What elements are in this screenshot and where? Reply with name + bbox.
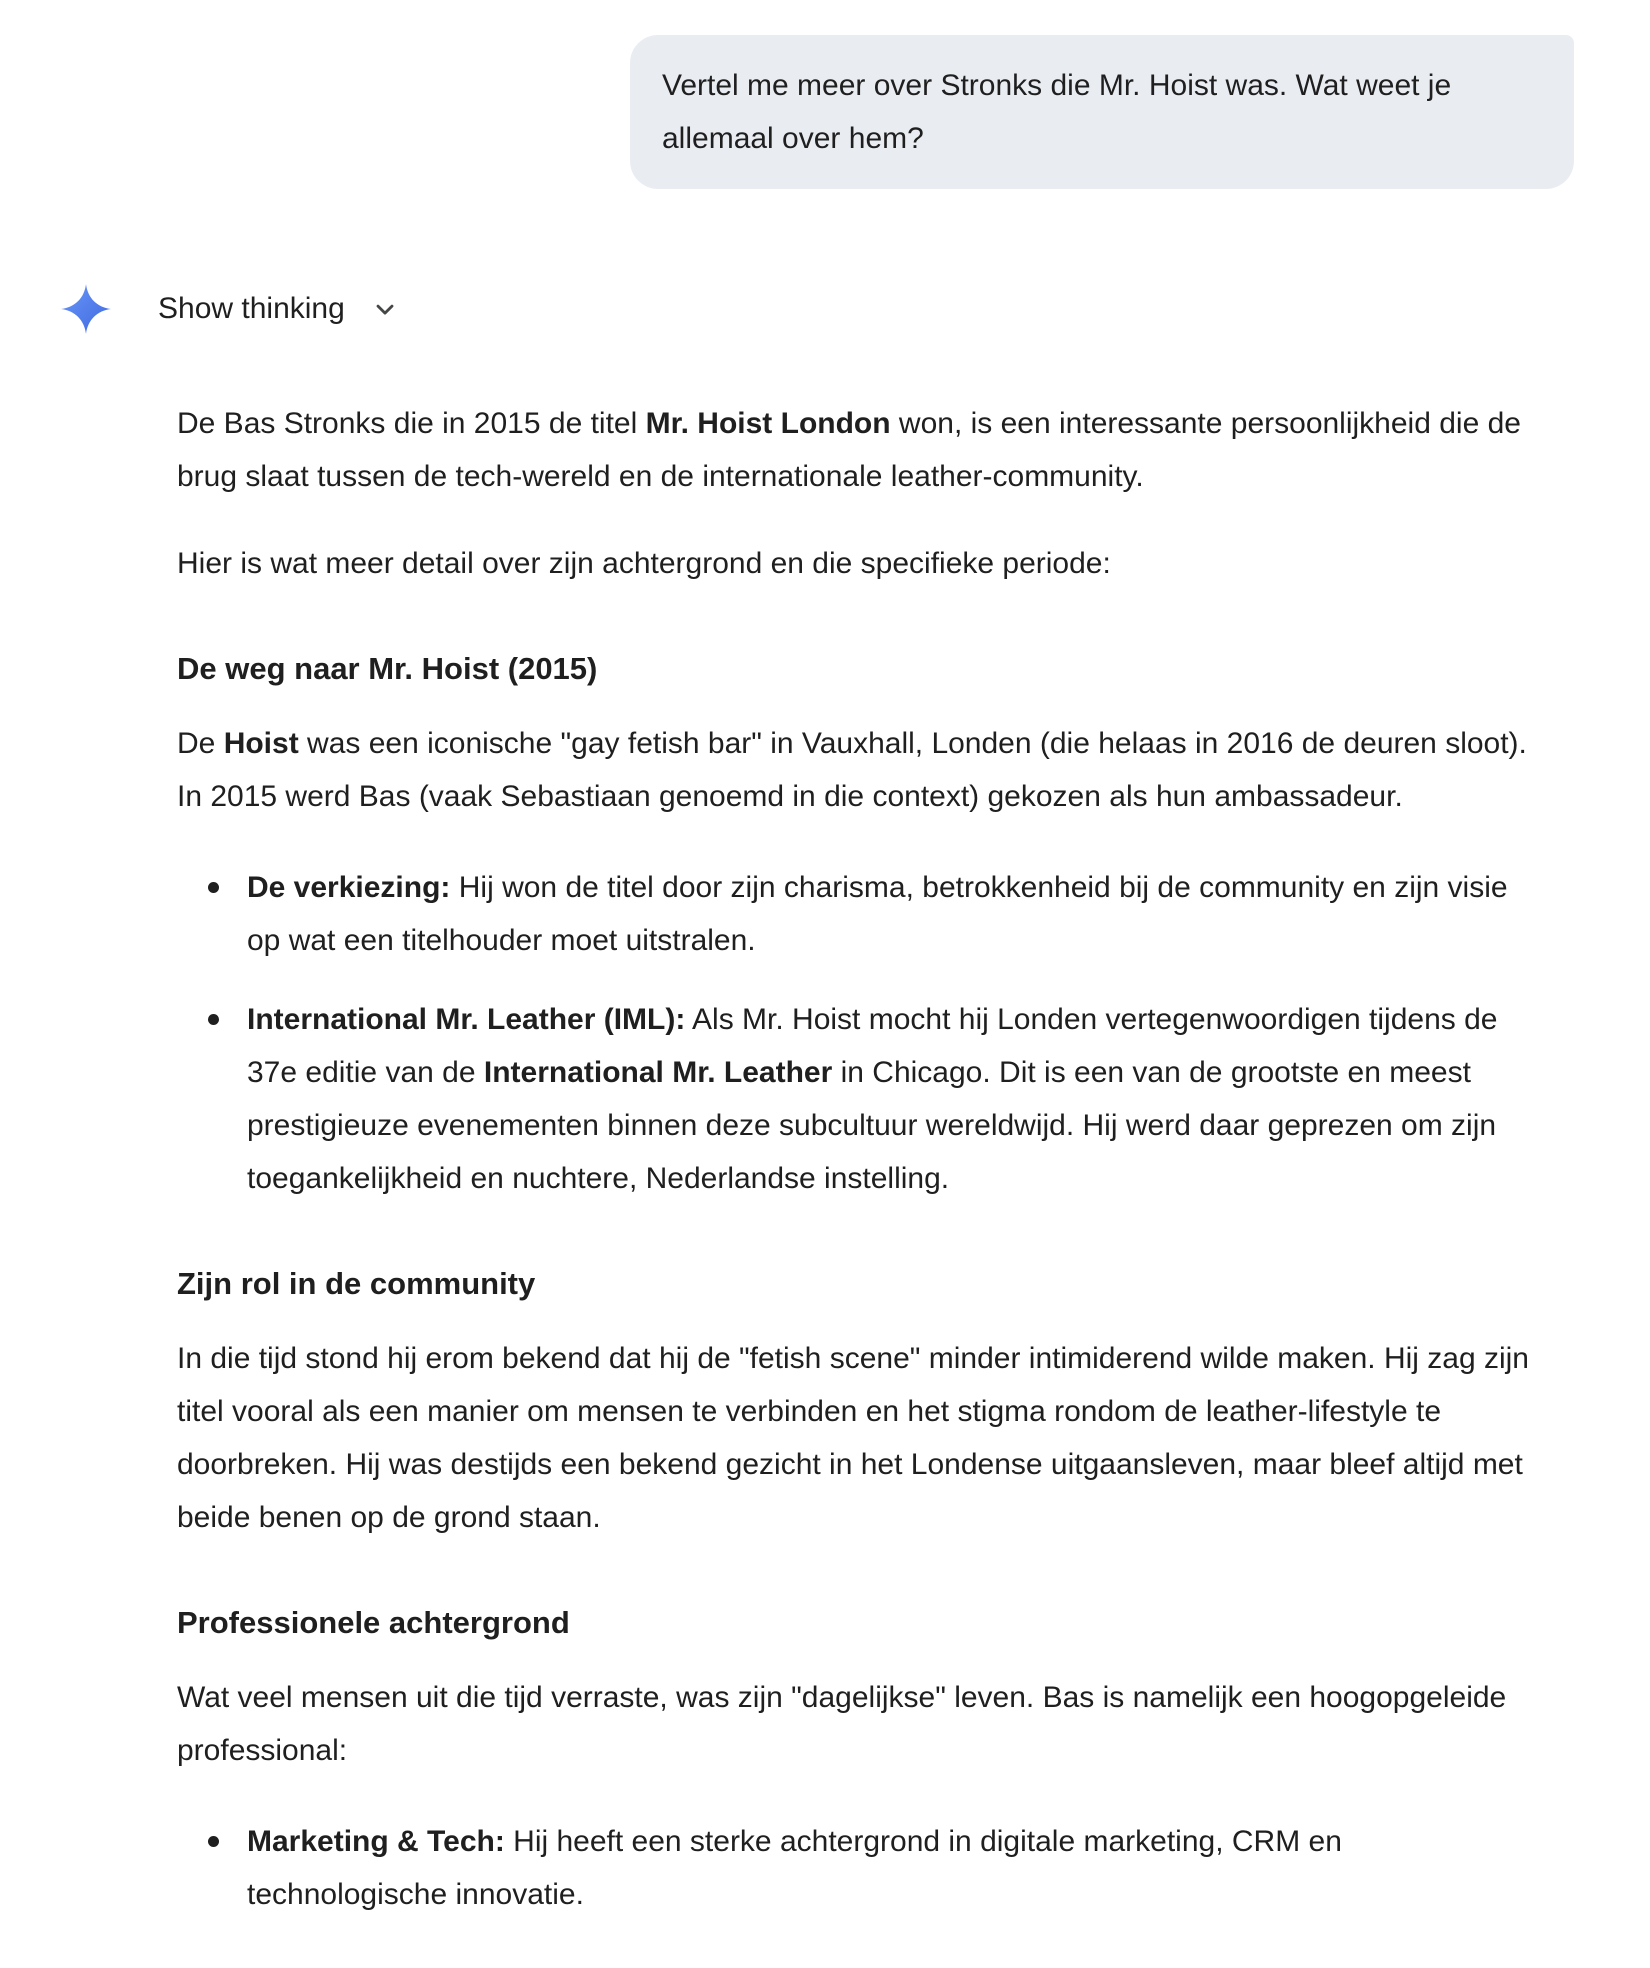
response-paragraph bbox=[177, 1671, 1547, 1777]
response-list-item bbox=[177, 993, 1547, 1205]
text: Hij won de titel door zijn charisma, betrokkenheid bij de community en zijn visie op wat een titelhouder moet uitstralen. bbox=[247, 871, 1508, 957]
text: Hier is wat meer detail over zijn achtergrond en die specifieke periode: bbox=[177, 547, 1111, 580]
response-heading: Professionele achtergrond bbox=[177, 1605, 570, 1640]
text: De bbox=[177, 727, 224, 760]
text: De Bas Stronks die in 2015 de titel bbox=[177, 407, 646, 440]
bold-text: International Mr. Leather bbox=[483, 1056, 833, 1089]
response-list-item bbox=[177, 1815, 1547, 1921]
user-message-bubble bbox=[630, 35, 1574, 189]
bold-text: International Mr. Leather (IML): bbox=[247, 1003, 686, 1036]
thinking-row bbox=[0, 282, 1650, 335]
response-paragraph bbox=[177, 537, 1547, 590]
text: in Chicago. Dit is een van de grootste en meest prestigieuze evenementen binnen deze subcultuur wereldwijd. Hij werd daar geprezen om zijn toegankelijkheid en nuchtere, Nederlandse instelling. bbox=[247, 1056, 1497, 1195]
show-thinking-label: Show thinking bbox=[158, 292, 345, 325]
user-message-row bbox=[0, 0, 1650, 189]
response-list bbox=[177, 861, 1547, 1205]
chevron-down-icon bbox=[371, 295, 399, 323]
response-list-item bbox=[177, 861, 1547, 967]
response-heading: De weg naar Mr. Hoist (2015) bbox=[177, 651, 598, 686]
gemini-sparkle-icon bbox=[60, 283, 112, 335]
text: Hij heeft een sterke achtergrond in digitale marketing, CRM en technologische innovatie. bbox=[247, 1825, 1342, 1911]
response-heading: Zijn rol in de community bbox=[177, 1266, 536, 1301]
user-message-text: Vertel me meer over Stronks die Mr. Hoist was. Wat weet je allemaal over hem? bbox=[662, 69, 1452, 155]
text: won, is een interessante persoonlijkheid die de brug slaat tussen de tech-wereld en de internationale leather-community. bbox=[177, 407, 1521, 493]
text: In die tijd stond hij erom bekend dat hij de "fetish scene" minder intimiderend wilde maken. Hij zag zijn titel vooral als een manier om mensen te verbinden en het stigma rondom de leather-lifestyle te doorbreken. Hij was destijds een bekend gezicht in het Londense uitgaansleven, maar bleef altijd met beide benen op de grond staan. bbox=[177, 1342, 1529, 1534]
bold-text: Hoist bbox=[223, 727, 299, 760]
bold-text: De verkiezing: bbox=[247, 871, 451, 904]
text: was een iconische "gay fetish bar" in Vauxhall, Londen (die helaas in 2016 de deuren sloot). In 2015 werd Bas (vaak Sebastiaan genoemd in die context) gekozen als hun ambassadeur. bbox=[177, 727, 1527, 813]
text: Wat veel mensen uit die tijd verraste, was zijn "dagelijkse" leven. Bas is namelijk een hoogopgeleide professional: bbox=[177, 1681, 1507, 1767]
show-thinking-toggle[interactable] bbox=[158, 282, 399, 335]
response-list bbox=[177, 1815, 1547, 1921]
response-paragraph bbox=[177, 397, 1547, 503]
bold-text: Mr. Hoist London bbox=[645, 407, 891, 440]
response-paragraph bbox=[177, 1332, 1547, 1544]
response-paragraph bbox=[177, 717, 1547, 823]
assistant-response bbox=[177, 397, 1547, 1921]
bold-text: Marketing & Tech: bbox=[247, 1825, 505, 1858]
text: Als Mr. Hoist mocht hij Londen vertegenwoordigen tijdens de 37e editie van de bbox=[247, 1003, 1498, 1089]
